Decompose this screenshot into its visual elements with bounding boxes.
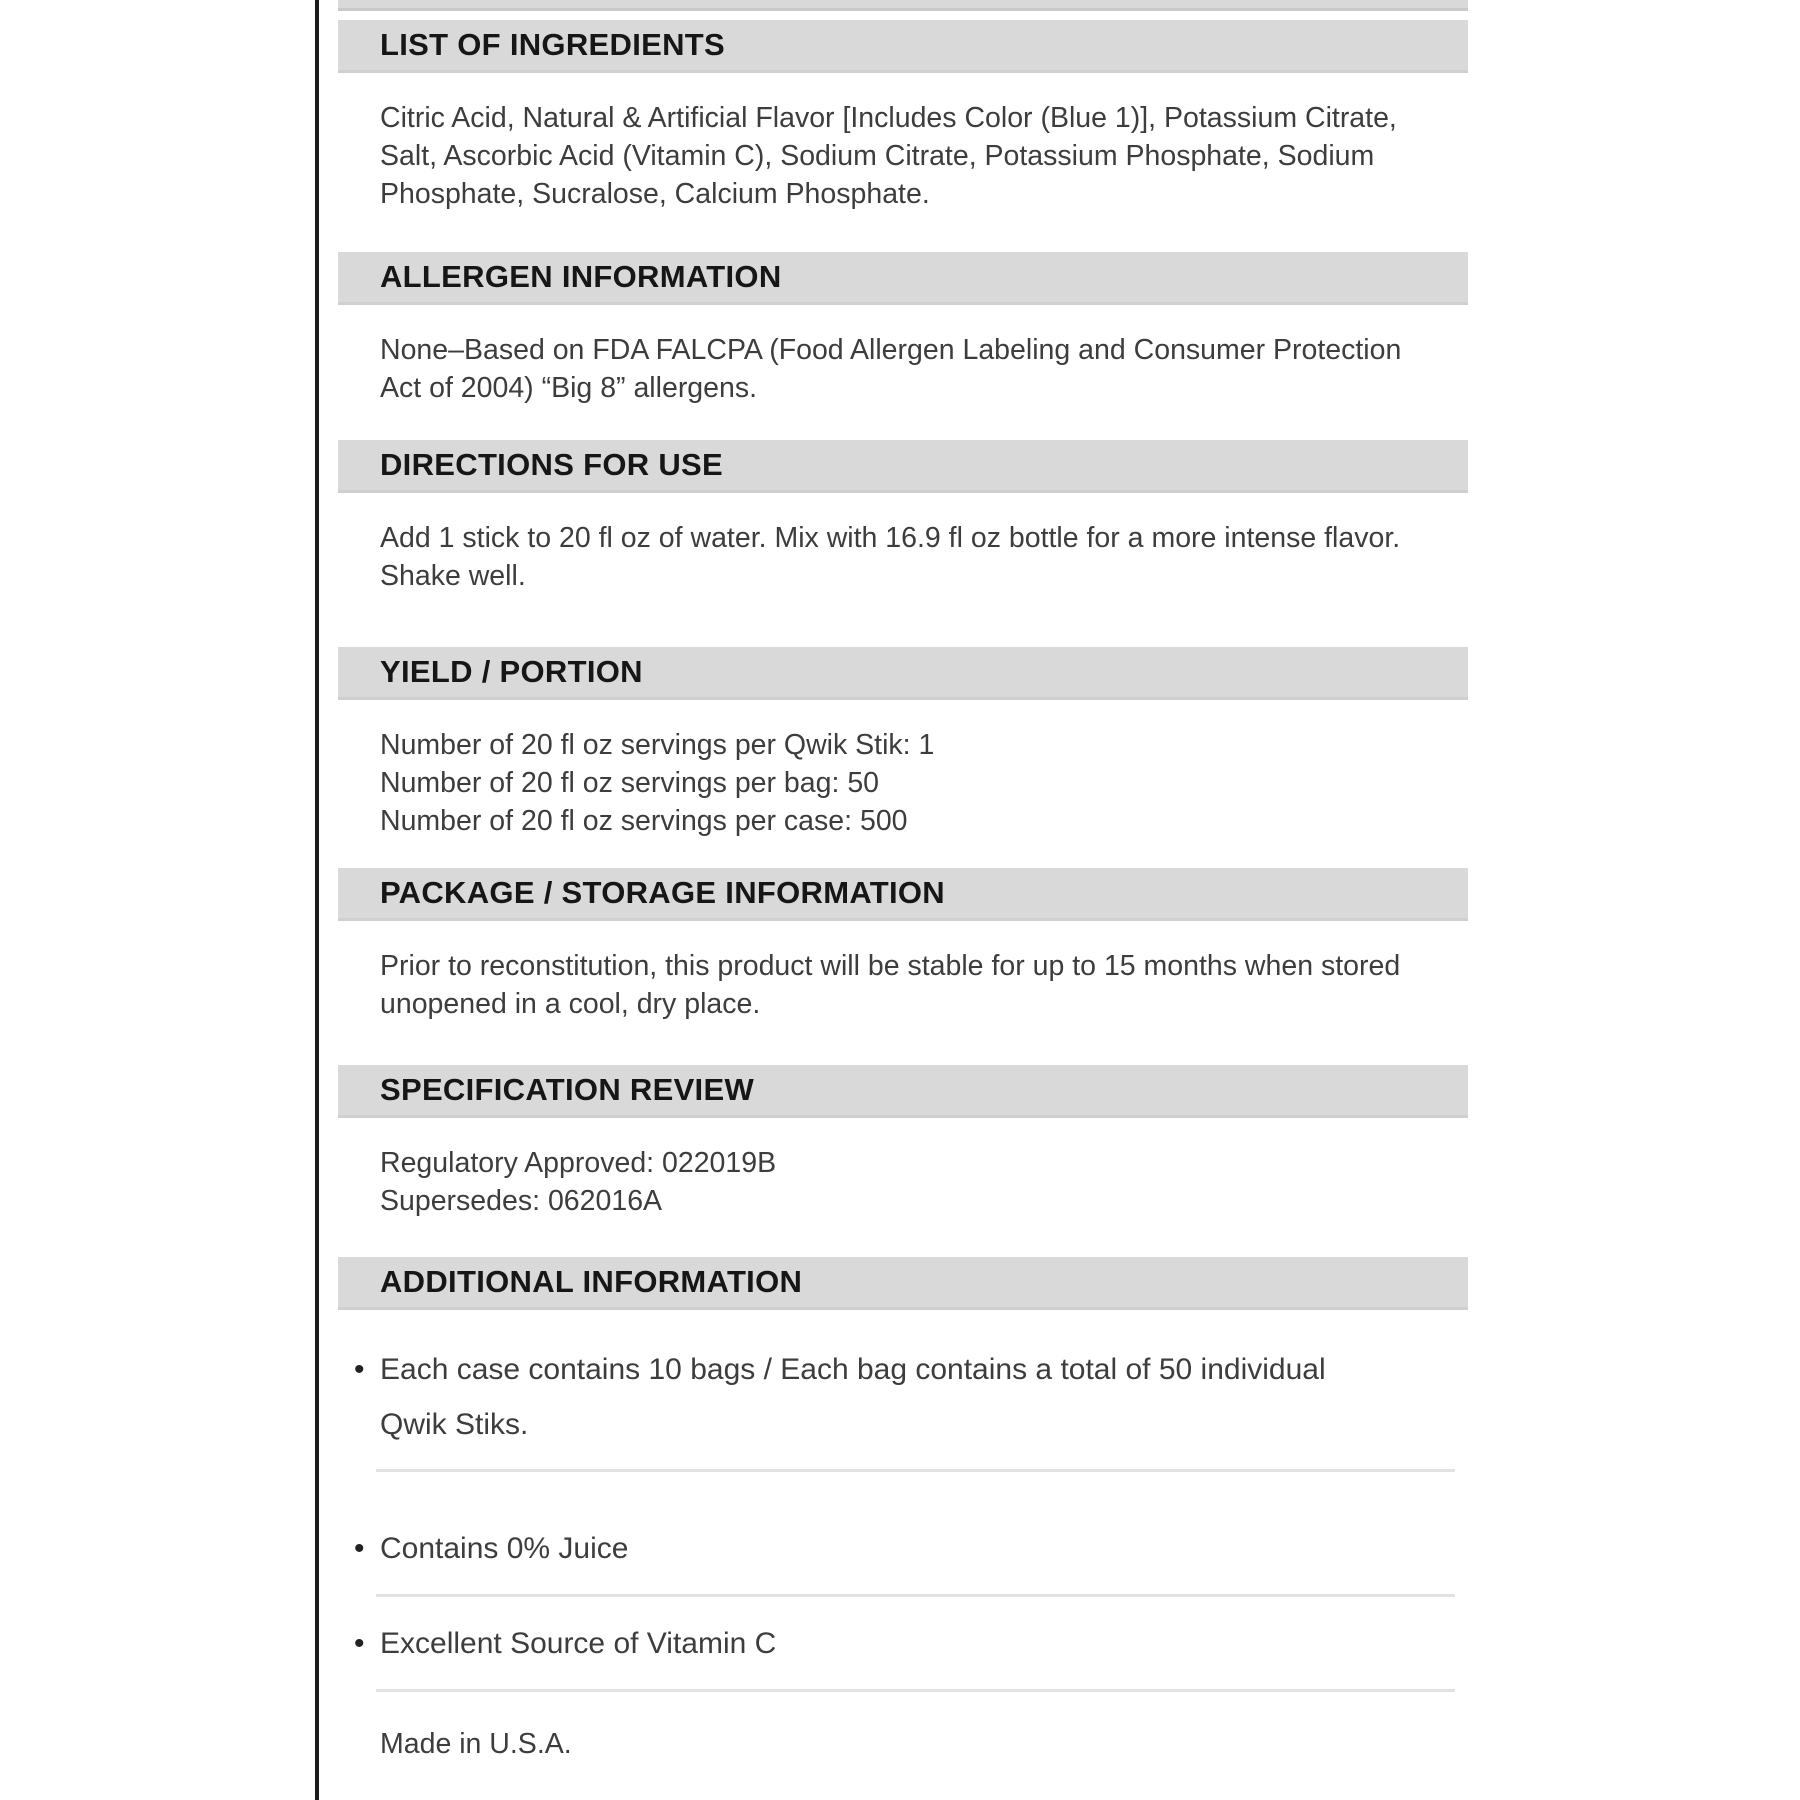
text-line: Citric Acid, Natural & Artificial Flavor [Includes Color (Blue 1)], Potassium Citrate, <box>380 102 1397 134</box>
section-body <box>338 73 1468 213</box>
made-in-usa-text: Made in U.S.A. <box>380 1728 572 1760</box>
text-line: Excellent Source of Vitamin C <box>380 1627 777 1660</box>
text-line: Contains 0% Juice <box>380 1532 629 1565</box>
section-yield-portion <box>338 647 1468 840</box>
section-header-bar <box>338 647 1468 700</box>
section-title: YIELD / PORTION <box>380 654 643 689</box>
section-header-bar <box>338 1257 1468 1310</box>
text-line: Qwik Stiks. <box>380 1408 529 1441</box>
section-header-bar <box>338 868 1468 921</box>
section-header-bar <box>338 20 1468 73</box>
text-line: Phosphate, Sucralose, Calcium Phosphate. <box>380 178 930 210</box>
section-header-bar <box>338 440 1468 493</box>
section-directions-for-use <box>338 440 1468 595</box>
text-line: Number of 20 fl oz servings per case: 500 <box>380 805 908 837</box>
bullet-item <box>338 1616 1468 1671</box>
section-header-bar <box>338 1065 1468 1118</box>
text-line: Number of 20 fl oz servings per bag: 50 <box>380 767 880 799</box>
section-body <box>338 305 1468 407</box>
section-body <box>338 921 1468 1023</box>
section-specification-review <box>338 1065 1468 1220</box>
divider <box>376 1469 1455 1472</box>
section-body <box>338 1118 1468 1220</box>
bullet-item <box>338 1521 1468 1576</box>
bullet-dot: • <box>354 1532 365 1565</box>
bullet-dot: • <box>354 1353 365 1386</box>
section-header-bar <box>338 252 1468 305</box>
page-left-border <box>315 0 319 1800</box>
section-title: DIRECTIONS FOR USE <box>380 447 723 482</box>
text-line: Add 1 stick to 20 fl oz of water. Mix with 16.9 fl oz bottle for a more intense flavor. <box>380 522 1401 554</box>
text-line: None–Based on FDA FALCPA (Food Allergen Labeling and Consumer Protection <box>380 334 1402 366</box>
section-additional-information <box>338 1257 1468 1763</box>
previous-section-bar-remnant <box>338 0 1468 11</box>
section-body <box>338 493 1468 595</box>
section-list-of-ingredients <box>338 20 1468 213</box>
text-line: Shake well. <box>380 560 526 592</box>
bullet-item <box>338 1342 1468 1452</box>
text-line: Act of 2004) “Big 8” allergens. <box>380 372 758 404</box>
section-package-storage-information <box>338 868 1468 1023</box>
text-line: Each case contains 10 bags / Each bag contains a total of 50 individual <box>380 1353 1326 1386</box>
section-title: LIST OF INGREDIENTS <box>380 27 725 62</box>
text-line: Salt, Ascorbic Acid (Vitamin C), Sodium Citrate, Potassium Phosphate, Sodium <box>380 140 1375 172</box>
text-line: Regulatory Approved: 022019B <box>380 1147 777 1179</box>
divider <box>376 1594 1455 1597</box>
text-line: Prior to reconstitution, this product will be stable for up to 15 months when stored <box>380 950 1401 982</box>
section-title: ALLERGEN INFORMATION <box>380 259 782 294</box>
bullet-dot: • <box>354 1627 365 1660</box>
text-line: Supersedes: 062016A <box>380 1185 663 1217</box>
section-title: ADDITIONAL INFORMATION <box>380 1264 803 1299</box>
text-line: Number of 20 fl oz servings per Qwik Stik: 1 <box>380 729 935 761</box>
spec-sheet <box>338 0 1468 1763</box>
section-body <box>338 700 1468 840</box>
section-allergen-information <box>338 252 1468 407</box>
text-line: unopened in a cool, dry place. <box>380 988 761 1020</box>
section-title: SPECIFICATION REVIEW <box>380 1072 755 1107</box>
section-title: PACKAGE / STORAGE INFORMATION <box>380 875 945 910</box>
divider <box>376 1689 1455 1692</box>
